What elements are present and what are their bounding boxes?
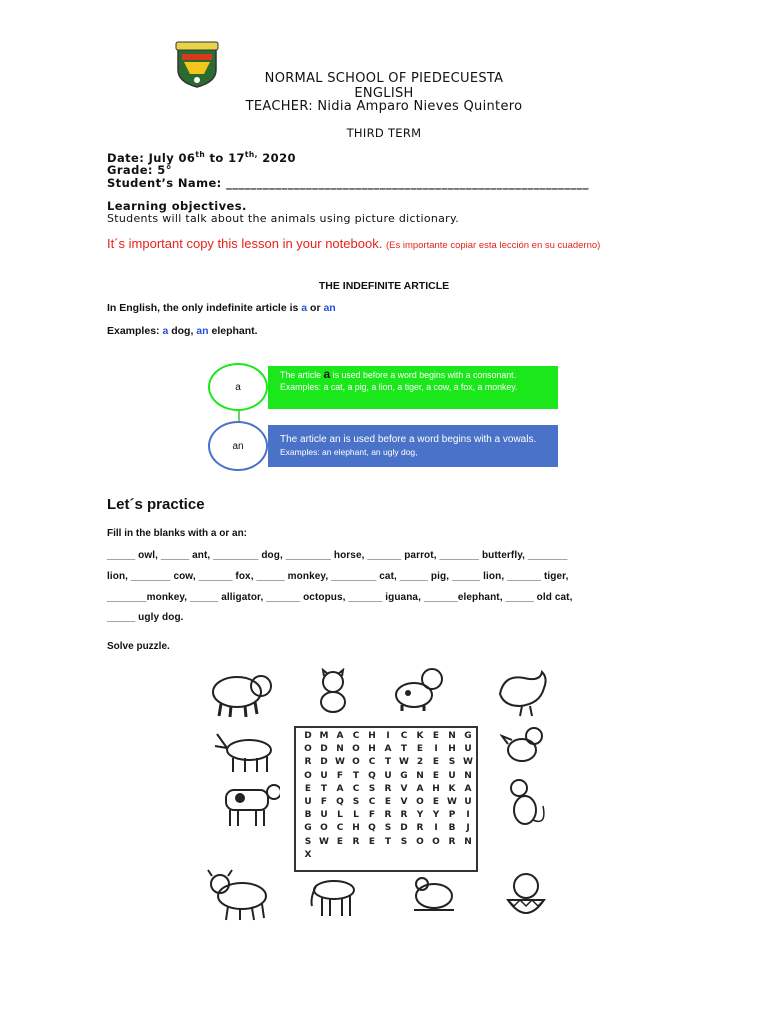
- puzzle-letter: D: [400, 823, 408, 834]
- puzzle-letter: C: [400, 731, 408, 741]
- article-a-box: [268, 366, 558, 409]
- word-search-grid: [300, 730, 476, 862]
- practice-line-3: _______monkey, _____ alligator, ______ octopus, ______ iguana, ______elephant, _____ old cat,: [107, 592, 573, 603]
- cow-illustration: [208, 778, 280, 830]
- puzzle-letter: N: [416, 770, 424, 781]
- puzzle-letter: A: [384, 744, 392, 755]
- puzzle-letter: H: [368, 731, 376, 741]
- puzzle-letter: K: [448, 783, 456, 794]
- puzzle-letter: V: [400, 783, 408, 794]
- puzzle-letter: R: [384, 810, 392, 821]
- puzzle-letter: O: [432, 836, 440, 847]
- puzzle-letter: R: [384, 783, 392, 794]
- objectives-text: Students will talk about the animals using picture dictionary.: [107, 212, 460, 225]
- puzzle-letter: H: [448, 744, 456, 755]
- puzzle-letter: U: [464, 744, 472, 755]
- hen-illustration: [408, 872, 460, 918]
- puzzle-letter: C: [336, 823, 344, 834]
- puzzle-letter: R: [304, 757, 312, 768]
- puzzle-letter: O: [304, 744, 312, 755]
- puzzle-letter: Q: [368, 770, 376, 781]
- circle-a: a: [208, 363, 268, 411]
- puzzle-letter: T: [384, 836, 392, 847]
- puzzle-letter: T: [320, 783, 328, 794]
- puzzle-letter: F: [320, 796, 328, 807]
- puzzle-letter: H: [432, 783, 440, 794]
- article-an-text: The article an is used before a word begins with a vowals. Examples: an elephant, an ugly dog,: [280, 434, 537, 457]
- puzzle-letter: E: [432, 757, 440, 768]
- puzzle-letter: E: [432, 770, 440, 781]
- puzzle-letter: H: [352, 823, 360, 834]
- horse-illustration: [304, 870, 366, 920]
- puppy-illustration: [388, 665, 448, 713]
- puzzle-letter: O: [352, 757, 360, 768]
- puzzle-letter: G: [464, 731, 472, 741]
- word-search-puzzle: [294, 726, 478, 872]
- bull-illustration: [204, 868, 274, 924]
- kitten-illustration: [314, 668, 352, 714]
- puzzle-letter: S: [384, 823, 392, 834]
- puzzle-letter: Q: [368, 823, 376, 834]
- copy-notice: It´s important copy this lesson in your notebook. (Es importante copiar esta lección en su cuaderno): [107, 236, 601, 251]
- puzzle-letter: S: [304, 836, 312, 847]
- puzzle-letter: K: [416, 731, 424, 741]
- puzzle-letter: Y: [416, 810, 424, 821]
- article-an-box: [268, 425, 558, 467]
- puzzle-letter: P: [448, 810, 456, 821]
- practice-line-2: lion, _______ cow, ______ fox, _____ monkey, ________ cat, _____ pig, _____ lion, ______ tiger,: [107, 571, 569, 582]
- objectives-heading: Learning objectives.: [107, 199, 247, 213]
- puzzle-letter: O: [304, 770, 312, 781]
- puzzle-letter: R: [352, 836, 360, 847]
- puzzle-letter: M: [319, 731, 329, 741]
- puzzle-letter: I: [386, 731, 390, 741]
- puzzle-letter: A: [336, 783, 344, 794]
- puzzle-letter: U: [320, 810, 328, 821]
- puzzle-letter: F: [336, 770, 344, 781]
- puzzle-letter: A: [464, 783, 472, 794]
- subject-title: ENGLISH: [354, 86, 414, 101]
- puzzle-letter: T: [384, 757, 392, 768]
- puzzle-letter: W: [447, 796, 457, 807]
- puzzle-letter: I: [434, 823, 438, 834]
- puzzle-letter: Y: [432, 810, 440, 821]
- puzzle-letter: J: [466, 823, 470, 834]
- puzzle-letter: R: [416, 823, 424, 834]
- puzzle-letter: O: [320, 823, 328, 834]
- puzzle-letter: E: [432, 731, 440, 741]
- puzzle-letter: 2: [416, 757, 424, 768]
- chick-in-egg-illustration: [500, 868, 554, 926]
- practice-line-1: _____ owl, _____ ant, ________ dog, ________ horse, ______ parrot, _______ butterfly, _______: [107, 550, 568, 561]
- puzzle-letter: S: [368, 783, 376, 794]
- puzzle-letter: W: [399, 757, 409, 768]
- puzzle-letter: S: [400, 836, 408, 847]
- puzzle-letter: E: [336, 836, 344, 847]
- puzzle-letter: V: [400, 796, 408, 807]
- mouse-illustration: [503, 776, 549, 832]
- puzzle-letter: L: [353, 810, 359, 821]
- puzzle-letter: H: [368, 744, 376, 755]
- puzzle-letter: F: [368, 810, 376, 821]
- term-title: THIRD TERM: [346, 126, 422, 140]
- puzzle-letter: N: [448, 731, 456, 741]
- puzzle-letter: B: [304, 810, 312, 821]
- date-line: Date: July 06th to $17^{th,}$ 2020: [107, 150, 296, 165]
- puzzle-letter: U: [384, 770, 392, 781]
- rooster-illustration: [490, 664, 556, 718]
- puzzle-letter: R: [400, 810, 408, 821]
- lesson-title: THE INDEFINITE ARTICLE: [318, 280, 450, 292]
- puzzle-letter: I: [434, 744, 438, 755]
- puzzle-letter: D: [320, 744, 328, 755]
- puzzle-letter: T: [352, 770, 360, 781]
- teacher-name: TEACHER: Nidia Amparo Nieves Quintero: [245, 99, 523, 114]
- puzzle-letter: E: [432, 796, 440, 807]
- puzzle-letter: O: [416, 796, 424, 807]
- puzzle-letter: O: [416, 836, 424, 847]
- student-name-line: Student’s Name: ___________________________________________________________: [107, 176, 589, 190]
- puzzle-letter: N: [336, 744, 344, 755]
- puzzle-letter: N: [464, 770, 472, 781]
- puzzle-letter: C: [352, 783, 360, 794]
- puzzle-letter: S: [352, 796, 360, 807]
- puzzle-letter: E: [304, 783, 312, 794]
- puzzle-letter: C: [368, 757, 376, 768]
- puzzle-letter: O: [352, 744, 360, 755]
- puzzle-letter: N: [464, 836, 472, 847]
- school-name: NORMAL SCHOOL OF PIEDECUESTA: [264, 71, 504, 86]
- practice-instruction: Fill in the blanks with a or an:: [107, 528, 248, 539]
- puzzle-label: Solve puzzle.: [107, 641, 170, 652]
- donkey-illustration: [211, 728, 279, 774]
- puzzle-letter: T: [400, 744, 408, 755]
- article-a-text: The article a is used before a word begins with a consonant. Examples: a cat, a pig, a lion, a tiger, a cow, a fox, a monkey.: [280, 367, 518, 392]
- puzzle-letter: Q: [336, 796, 344, 807]
- practice-line-4: _____ ugly dog.: [107, 612, 184, 623]
- puzzle-letter: E: [368, 836, 376, 847]
- grade-line: Grade: 5°: [107, 163, 172, 177]
- puzzle-letter: W: [463, 757, 473, 768]
- puzzle-letter: E: [384, 796, 392, 807]
- puzzle-letter: U: [464, 796, 472, 807]
- puzzle-letter: U: [320, 770, 328, 781]
- puzzle-letter: U: [304, 796, 312, 807]
- pig-illustration: [205, 664, 275, 720]
- puzzle-letter: U: [448, 770, 456, 781]
- bird-illustration: [500, 722, 550, 772]
- lesson-examples: Examples: a dog, an elephant.: [107, 325, 258, 337]
- puzzle-letter: A: [336, 731, 344, 741]
- puzzle-letter: D: [304, 731, 312, 741]
- puzzle-letter: C: [368, 796, 376, 807]
- puzzle-letter: X: [304, 849, 312, 860]
- puzzle-letter: R: [448, 836, 456, 847]
- puzzle-letter: S: [448, 757, 456, 768]
- puzzle-letter: D: [320, 757, 328, 768]
- puzzle-letter: W: [335, 757, 345, 768]
- circle-an: an: [208, 421, 268, 471]
- puzzle-letter: E: [416, 744, 424, 755]
- puzzle-letter: I: [466, 810, 470, 821]
- puzzle-letter: B: [448, 823, 456, 834]
- practice-heading: Let´s practice: [107, 496, 205, 513]
- puzzle-letter: C: [352, 731, 360, 741]
- puzzle-letter: L: [337, 810, 343, 821]
- puzzle-letter: A: [416, 783, 424, 794]
- lesson-intro: In English, the only indefinite article is a or an: [107, 302, 336, 314]
- puzzle-letter: G: [400, 770, 408, 781]
- puzzle-letter: G: [304, 823, 312, 834]
- puzzle-letter: W: [319, 836, 329, 847]
